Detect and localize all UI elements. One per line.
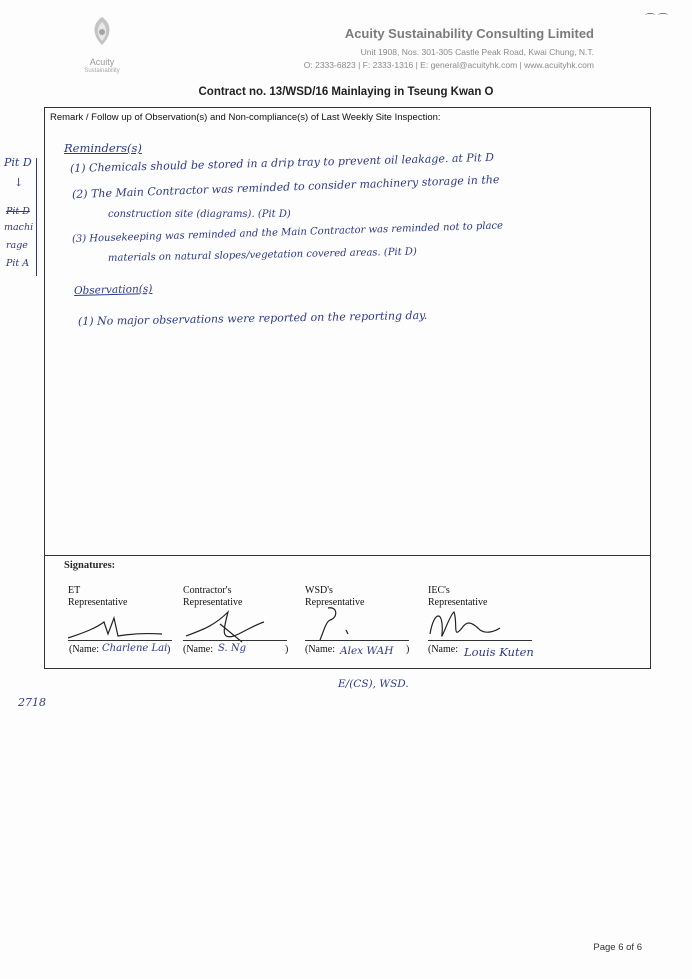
contract-title: Contract no. 13/WSD/16 Mainlaying in Tseung Kwan O bbox=[198, 86, 494, 98]
iec-signature-icon bbox=[424, 604, 504, 648]
margin-arrow: ↓ bbox=[14, 176, 24, 189]
contractor-label-1: Contractor's bbox=[183, 585, 232, 596]
reminder-2a: (2) The Main Contractor was reminded to consider machinery storage in the bbox=[71, 173, 500, 201]
signature-col-et bbox=[68, 585, 127, 609]
company-logo bbox=[62, 14, 142, 80]
remark-label: Remark / Follow up of Observation(s) and Non-compliance(s) of Last Weekly Site Inspection: bbox=[50, 112, 441, 123]
iec-label-1: IEC's bbox=[428, 585, 450, 596]
margin-note-4: rage bbox=[6, 240, 28, 251]
signature-divider bbox=[44, 555, 651, 556]
iec-signature-line bbox=[428, 640, 532, 641]
margin-note-5: Pit A bbox=[6, 258, 30, 269]
wsd-signature-icon bbox=[308, 604, 368, 644]
iec-label-2: Representative bbox=[428, 597, 488, 608]
company-address bbox=[304, 46, 594, 72]
margin-rule bbox=[36, 158, 37, 276]
margin-note-2: Pit D bbox=[6, 206, 30, 217]
signatures-title: Signatures: bbox=[64, 560, 116, 571]
et-label-1: ET bbox=[68, 585, 81, 596]
reminder-1: (1) Chemicals should be stored in a drip tray to prevent oil leakage. at Pit D bbox=[69, 150, 495, 175]
contractor-name-close: ) bbox=[285, 644, 289, 655]
logo-leaf-icon bbox=[82, 14, 122, 52]
wsd-label-2: Representative bbox=[305, 597, 365, 608]
et-name-value: Charlene Lai bbox=[102, 643, 168, 654]
reminder-3a: (3) Housekeeping was reminded and the Main Contractor was reminded not to place bbox=[71, 220, 504, 245]
wsd-name-value: Alex WAH bbox=[340, 645, 394, 657]
wsd-label-1: WSD's bbox=[305, 585, 333, 596]
logo-text: Acuity bbox=[89, 57, 115, 67]
contractor-signature-line bbox=[183, 640, 287, 641]
reminder-3b: materials on natural slopes/vegetation covered areas. (Pit D) bbox=[107, 246, 417, 264]
page-number: Page 6 of 6 bbox=[593, 942, 642, 953]
logo-subtext: Sustainability bbox=[84, 68, 120, 74]
contractor-name-label: (Name: bbox=[183, 644, 213, 655]
reminder-2b: construction site (diagrams). (Pit D) bbox=[108, 209, 291, 220]
contact-line: O: 2333-6823 | F: 2333-1316 | E: general@acuityhk.com | www.acuityhk.com bbox=[303, 60, 594, 70]
et-signature-line bbox=[68, 640, 172, 641]
margin-note-1: Pit D bbox=[4, 156, 32, 169]
wsd-title-note: E/(CS), WSD. bbox=[338, 678, 409, 690]
et-label-2: Representative bbox=[68, 597, 128, 608]
wsd-name-close: ) bbox=[406, 644, 410, 655]
et-name-close: ) bbox=[167, 644, 171, 655]
contractor-name-value: S. Ng bbox=[218, 643, 247, 654]
et-name-label: (Name: bbox=[69, 644, 99, 655]
wsd-name-label: (Name: bbox=[305, 644, 335, 655]
observations-heading: Observation(s) bbox=[73, 282, 153, 297]
wsd-signature-line bbox=[305, 640, 409, 641]
corner-mark: ⌒ ⌒ bbox=[645, 14, 668, 25]
contractor-label-2: Representative bbox=[183, 597, 243, 608]
number-note: 2718 bbox=[18, 696, 46, 709]
company-name: Acuity Sustainability Consulting Limited bbox=[344, 26, 594, 41]
observation-1: (1) No major observations were reported on the reporting day. bbox=[77, 308, 428, 328]
reminders-heading: Reminders(s) bbox=[64, 141, 142, 155]
iec-name-label: (Name: bbox=[428, 644, 458, 655]
address-line: Unit 1908, Nos. 301-305 Castle Peak Road, Kwai Chung, N.T. bbox=[360, 47, 594, 57]
iec-name-value: Louis Kuten bbox=[464, 645, 534, 659]
margin-note-3: machi bbox=[4, 222, 34, 233]
